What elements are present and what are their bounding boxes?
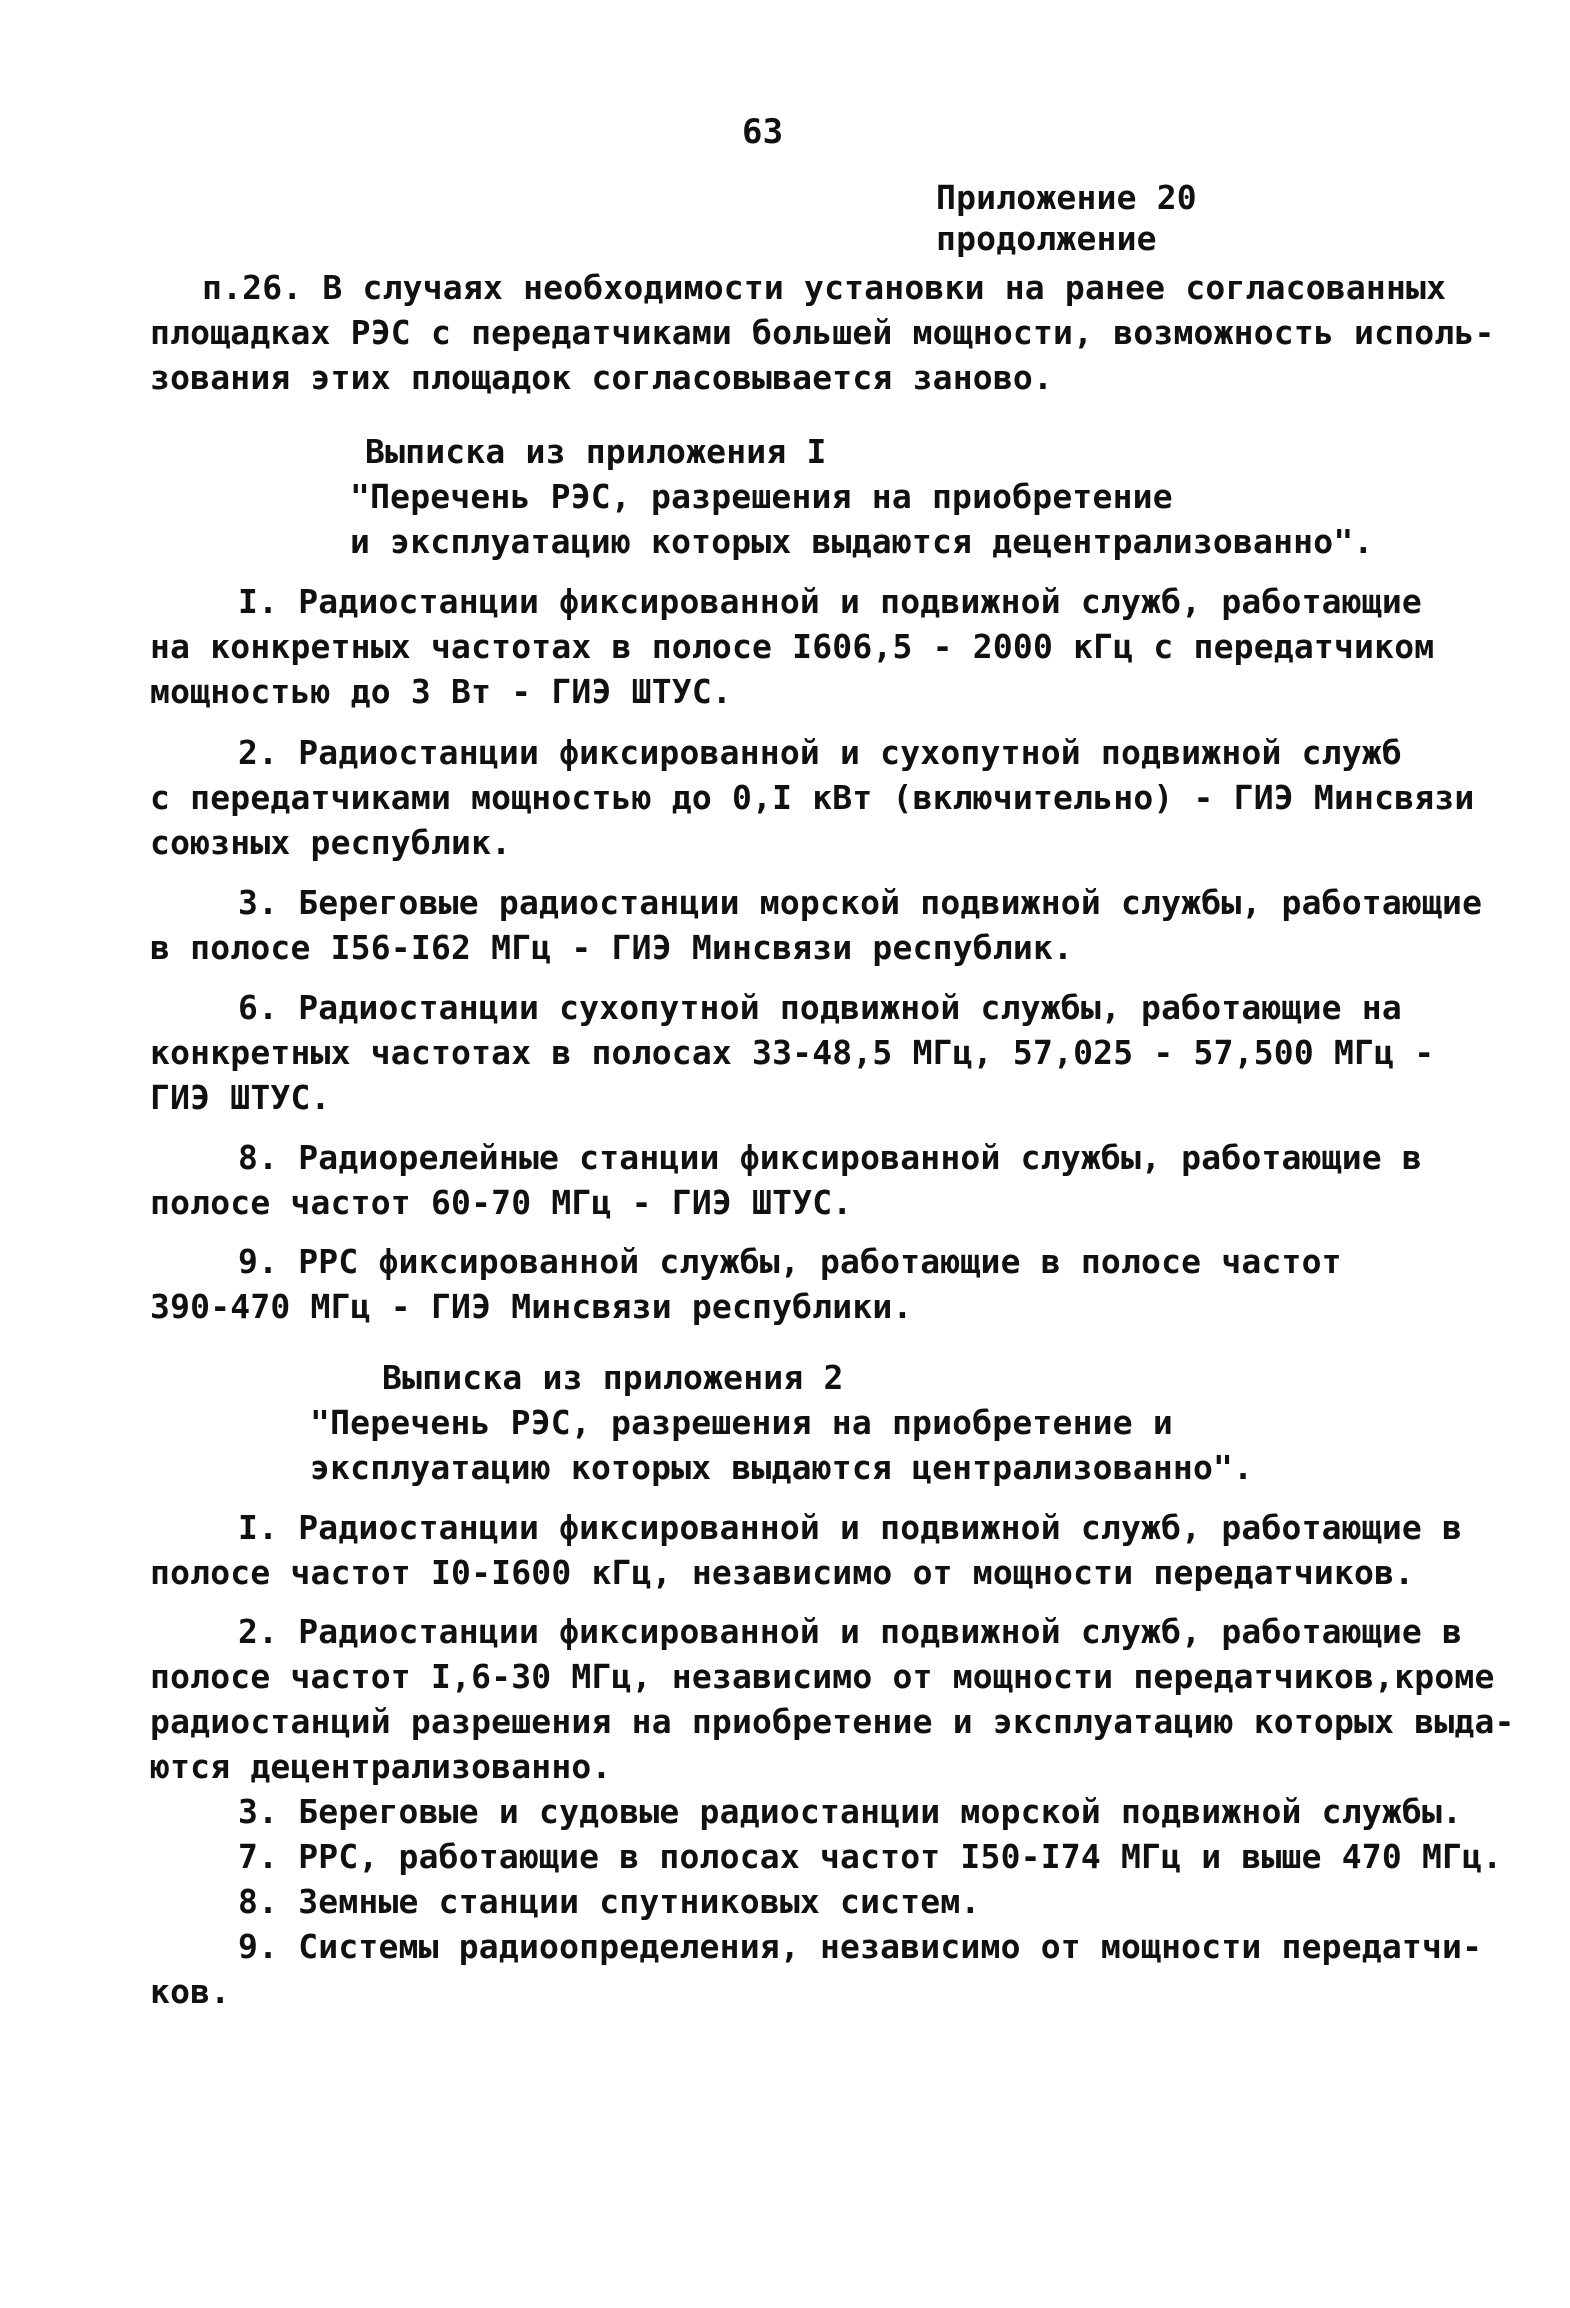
text-line: I. Радиостанции фиксированной и подвижной служб, работающие <box>238 582 1422 621</box>
heading-line: "Перечень РЭС, разрешения на приобретение и <box>310 1403 1173 1442</box>
heading-line: Выписка из приложения 2 <box>382 1358 844 1397</box>
text-line: полосе частот 60-70 МГц - ГИЭ ШТУС. <box>150 1183 853 1222</box>
heading-line: "Перечень РЭС, разрешения на приобретение <box>350 477 1173 516</box>
text-line: ются децентрализованно. <box>150 1747 612 1786</box>
text-line: 9. РРС фиксированной службы, работающие в полосе частот <box>238 1242 1342 1281</box>
heading-line: эксплуатацию которых выдаются централизованно". <box>310 1448 1254 1487</box>
continuation-label: продолжение <box>936 219 1157 258</box>
text-line: 3. Береговые радиостанции морской подвижной службы, работающие <box>238 883 1483 922</box>
text-line: 2. Радиостанции фиксированной и сухопутной подвижной служб <box>238 733 1402 772</box>
text-line: I. Радиостанции фиксированной и подвижной служб, работающие в <box>238 1508 1463 1547</box>
text-line: полосе частот I0-I600 кГц, независимо от мощности передатчиков. <box>150 1553 1415 1592</box>
text-line: ков. <box>150 1972 231 2011</box>
text-line: ГИЭ ШТУС. <box>150 1078 331 1117</box>
heading-line: Выписка из приложения I <box>365 432 827 471</box>
text-line: полосе частот I,6-30 МГц, независимо от мощности передатчиков,кроме <box>150 1657 1495 1696</box>
text-line: с передатчиками мощностью до 0,I кВт (включительно) - ГИЭ Минсвязи <box>150 778 1475 817</box>
text-line: 8. Земные станции спутниковых систем. <box>238 1882 981 1921</box>
text-line: п.26. В случаях необходимости установки на ранее согласованных <box>202 268 1447 307</box>
text-line: союзных республик. <box>150 823 512 862</box>
text-line: 390-470 МГц - ГИЭ Минсвязи республики. <box>150 1287 913 1326</box>
text-line: в полосе I56-I62 МГц - ГИЭ Минсвязи республик. <box>150 928 1074 967</box>
text-line: радиостанций разрешения на приобретение и эксплуатацию которых выда- <box>150 1702 1515 1741</box>
text-line: зования этих площадок согласовывается заново. <box>150 358 1054 397</box>
text-line: 7. РРС, работающие в полосах частот I50-I74 МГц и выше 470 МГц. <box>238 1837 1503 1876</box>
text-line: конкретных частотах в полосах 33-48,5 МГц, 57,025 - 57,500 МГц - <box>150 1033 1435 1072</box>
page-number: 63 <box>742 112 784 152</box>
text-line: 9. Системы радиоопределения, независимо от мощности передатчи- <box>238 1927 1483 1966</box>
text-line: 2. Радиостанции фиксированной и подвижной служб, работающие в <box>238 1612 1463 1651</box>
text-line: площадках РЭС с передатчиками большей мощности, возможность исполь- <box>150 313 1495 352</box>
text-line: 8. Радиорелейные станции фиксированной службы, работающие в <box>238 1138 1422 1177</box>
heading-line: и эксплуатацию которых выдаются децентрализованно". <box>350 522 1374 561</box>
text-line: 3. Береговые и судовые радиостанции морской подвижной службы. <box>238 1792 1463 1831</box>
text-line: на конкретных частотах в полосе I606,5 - 2000 кГц с передатчиком <box>150 627 1435 666</box>
appendix-label: Приложение 20 <box>936 178 1197 217</box>
text-line: мощностью до 3 Вт - ГИЭ ШТУС. <box>150 672 732 711</box>
text-line: 6. Радиостанции сухопутной подвижной службы, работающие на <box>238 988 1402 1027</box>
